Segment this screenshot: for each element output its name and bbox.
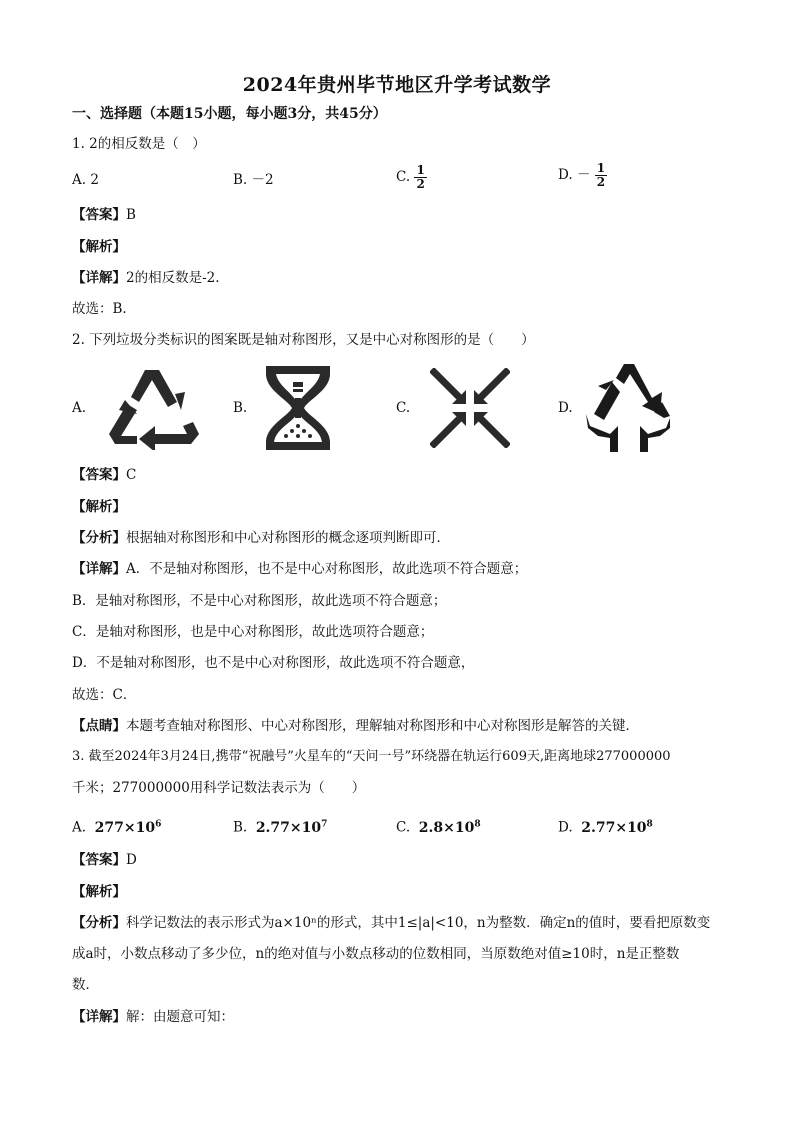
q1-option-b: B. －2 [233, 172, 274, 188]
q2-comment: 【点睛】本题考查轴对称图形、中心对称图形，理解轴对称图形和中心对称图形是解答的关键． [72, 718, 639, 734]
q3-analysis-line1: 【分析】科学记数法的表示形式为a×10ⁿ的形式，其中1≤|a|<10，n为整数．确定n的值时，要看把原数变 [72, 915, 711, 931]
q3-option-a: A. $277\times 10^6$ [72, 819, 162, 836]
q2-option-b-label: B. [233, 400, 248, 416]
four-arrows-icon-c [430, 368, 510, 448]
q2-option-d-label: D. [558, 400, 573, 416]
q3-option-d: D. $2.77\times 10^8$ [558, 819, 653, 836]
q2-detail-b: B．是轴对称图形，不是中心对称图形，故此选项不符合题意； [72, 593, 447, 609]
q2-answer: 【答案】C [72, 467, 137, 483]
q1-jiexi: 【解析】 [72, 239, 126, 255]
q2-option-a-label: A. [72, 400, 87, 416]
q2-jiexi: 【解析】 [72, 499, 126, 515]
q1-answer: 【答案】B [72, 207, 136, 223]
hourglass-icon-b [262, 364, 334, 452]
q2-detail-d: D．不是轴对称图形，也不是中心对称图形，故此选项不符合题意， [72, 655, 475, 671]
q3-analysis-line3: 数． [72, 977, 99, 993]
q1-stem: 1. 2的相反数是（ ） [72, 136, 206, 152]
q2-detail-c: C．是轴对称图形，也是中心对称图形，故此选项符合题意； [72, 624, 434, 640]
q2-analysis: 【分析】根据轴对称图形和中心对称图形的概念逐项判断即可． [72, 530, 450, 546]
q3-answer: 【答案】D [72, 852, 137, 868]
q3-jiexi: 【解析】 [72, 884, 126, 900]
q1-option-a: A. 2 [72, 172, 99, 188]
q3-analysis-line2: 成a时，小数点移动了多少位，n的绝对值与小数点移动的位数相同，当原数绝对值≥10时，n是正整数 [72, 946, 680, 962]
recycle-triangle-icon-d [584, 362, 674, 456]
q3-detail: 【详解】解：由题意可知： [72, 1009, 234, 1025]
q1-option-d: D. － $\frac{1}{2}$ [558, 161, 606, 189]
q1-option-c: C. $\frac{1}{2}$ [396, 163, 425, 191]
page-title: 2024年贵州毕节地区升学考试数学 [242, 74, 552, 96]
q1-choose: 故选：B. [72, 301, 127, 317]
fraction: $\frac{1}{2}$ [416, 163, 425, 191]
q2-choose: 故选：C． [72, 687, 137, 703]
q2-stem: 2. 下列垃圾分类标识的图案既是轴对称图形，又是中心对称图形的是（ ） [72, 332, 535, 348]
q3-option-c: C. $2.8\times 10^8$ [396, 819, 481, 836]
q1-detail: 【详解】2的相反数是-2. [72, 270, 220, 286]
q3-stem-line1: 3. 截至2024年3月24日,携带“祝融号”火星车的“天问一号”环绕器在轨运行609天,距离地球277000000 [72, 749, 671, 764]
q2-detail-a: 【详解】A．不是轴对称图形，也不是中心对称图形，故此选项不符合题意； [72, 561, 528, 577]
recycle-triangle-icon-a [105, 364, 201, 450]
q3-option-b: B. $2.77\times 10^7$ [233, 819, 328, 836]
q2-option-c-label: C. [396, 400, 411, 416]
fraction: $\frac{1}{2}$ [596, 161, 606, 189]
section-heading: 一、选择题（本题15小题，每小题3分，共45分） [72, 106, 387, 122]
q3-stem-line2: 千米；277000000用科学记数法表示为（ ） [72, 780, 366, 796]
